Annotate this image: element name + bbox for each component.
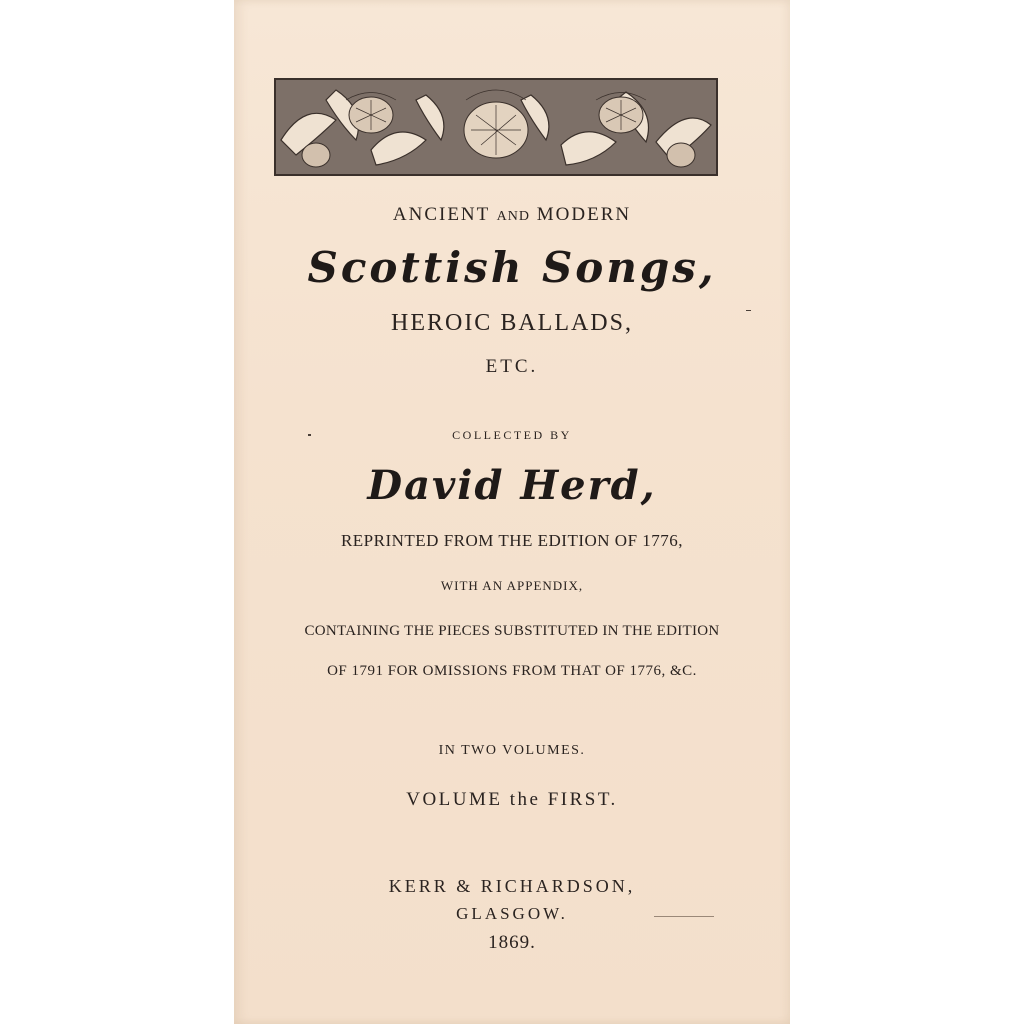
appendix-line: WITH AN APPENDIX, [440,578,584,593]
paper-speck [654,916,714,917]
author-name: David Herd, [367,462,657,509]
containing-line: CONTAINING THE PIECES SUBSTITUTED IN THE EDITION [304,623,720,639]
paper-speck [746,310,751,311]
title-page [234,0,790,1024]
scottish-songs-title: Scottish Songs, [307,243,717,292]
city-line: GLASGOW. [456,904,568,923]
heroic-ballads-line: HEROIC BALLADS, [390,310,633,336]
omissions-line: OF 1791 FOR OMISSIONS FROM THAT OF 1776, &C. [327,663,697,679]
word-modern: MODERN [536,204,632,225]
ancient-and-modern-line [234,204,790,226]
volume-first-line: VOLUME the FIRST. [406,789,618,810]
year-line: 1869. [488,932,536,953]
thistle-ornament-icon [274,78,718,176]
reprinted-line: REPRINTED FROM THE EDITION OF 1776, [340,531,684,550]
publisher-line: KERR & RICHARDSON, [388,876,636,896]
collected-by-line: COLLECTED BY [452,428,572,442]
etc-line: ETC. [485,356,539,377]
paper-speck [308,434,311,436]
word-and: AND [496,209,531,224]
two-volumes-line: IN TWO VOLUMES. [438,743,586,758]
word-ancient: ANCIENT [392,204,490,225]
